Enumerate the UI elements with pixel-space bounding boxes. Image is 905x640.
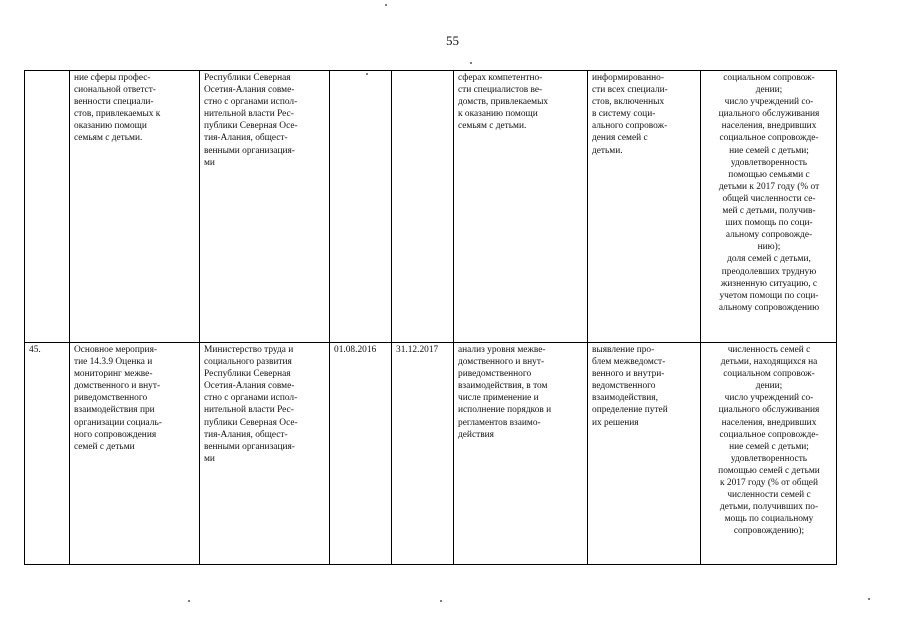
end-date-cell <box>392 71 454 343</box>
program-table <box>24 70 837 565</box>
scan-speck <box>385 4 387 6</box>
executor-cell: Министерство труда и социального развития Республики Северная Осетия-Алания совме- стно с органами испол- нительной власти Рес- публики Северная Осе- тия-Алания, общест- венными организация- ми <box>200 343 330 565</box>
event-cell: Основное мероприя- тие 14.3.9 Оценка и мониторинг межве- домственного и внут- риведомственного взаимодействия при организации социаль- ного сопровождения семей с детьми <box>70 343 200 565</box>
event-cell: ние сферы профес- сиональной ответст- венности специали- стов, привлекаемых к оказанию помощи семьям с детьми. <box>70 71 200 343</box>
scan-speck <box>868 598 870 600</box>
expected-result-cell: сферах компетентно- сти специалистов ве- домств, привлекаемых к оказанию помощи семьям с детьми. <box>454 71 588 343</box>
scan-speck <box>188 600 190 602</box>
table-row <box>25 343 837 565</box>
consequence-cell: информированно- сти всех специали- стов, включенных в систему соци- ального сопровож- дения семей с детьми. <box>588 71 701 343</box>
executor-cell: Республики Северная Осетия-Алания совме- стно с органами испол- нительной власти Рес- публики Северная Осе- тия-Алания, общест- венными организация- ми <box>200 71 330 343</box>
start-date-cell: 01.08.2016 <box>330 343 392 565</box>
end-date-cell: 31.12.2017 <box>392 343 454 565</box>
indicators-cell: численность семей с детьми, находящихся на социальном сопровож- дении; число учреждений со- циального обслуживания населения, внедривших социальное сопровожде- ние семей с детьми; удовлетворенность помощью семей с детьми к 2017 году (% от общей численности семей с детьми, получивших по- мощь по социальному сопровождению); <box>701 343 837 565</box>
row-number-cell <box>25 71 70 343</box>
row-number-cell: 45. <box>25 343 70 565</box>
consequence-cell: выявление про- блем межведомст- венного и внутри- ведомственного взаимодействия, определение путей их решения <box>588 343 701 565</box>
start-date-cell <box>330 71 392 343</box>
expected-result-cell: анализ уровня межве- домственного и внут- риведомственного взаимодействия, в том числе применение и исполнение порядков и регламентов взаимо- действия <box>454 343 588 565</box>
table-row <box>25 71 837 343</box>
scan-speck <box>366 73 368 75</box>
page-number: 55 <box>446 33 459 48</box>
scan-speck <box>440 600 442 602</box>
indicators-cell: социальном сопровож- дении; число учреждений со- циального обслуживания населения, внедривших социальное сопровожде- ние семей с детьми; удовлетворенность помощью семьями с детьми к 2017 году (% от общей численности се- мей с детьми, получив- ших помощь по соци- альному сопровожде- нию); доля семей с детьми, преодолевших трудную жизненную ситуацию, с учетом помощи по соци- альному сопровождению <box>701 71 837 343</box>
scan-speck <box>470 62 472 64</box>
